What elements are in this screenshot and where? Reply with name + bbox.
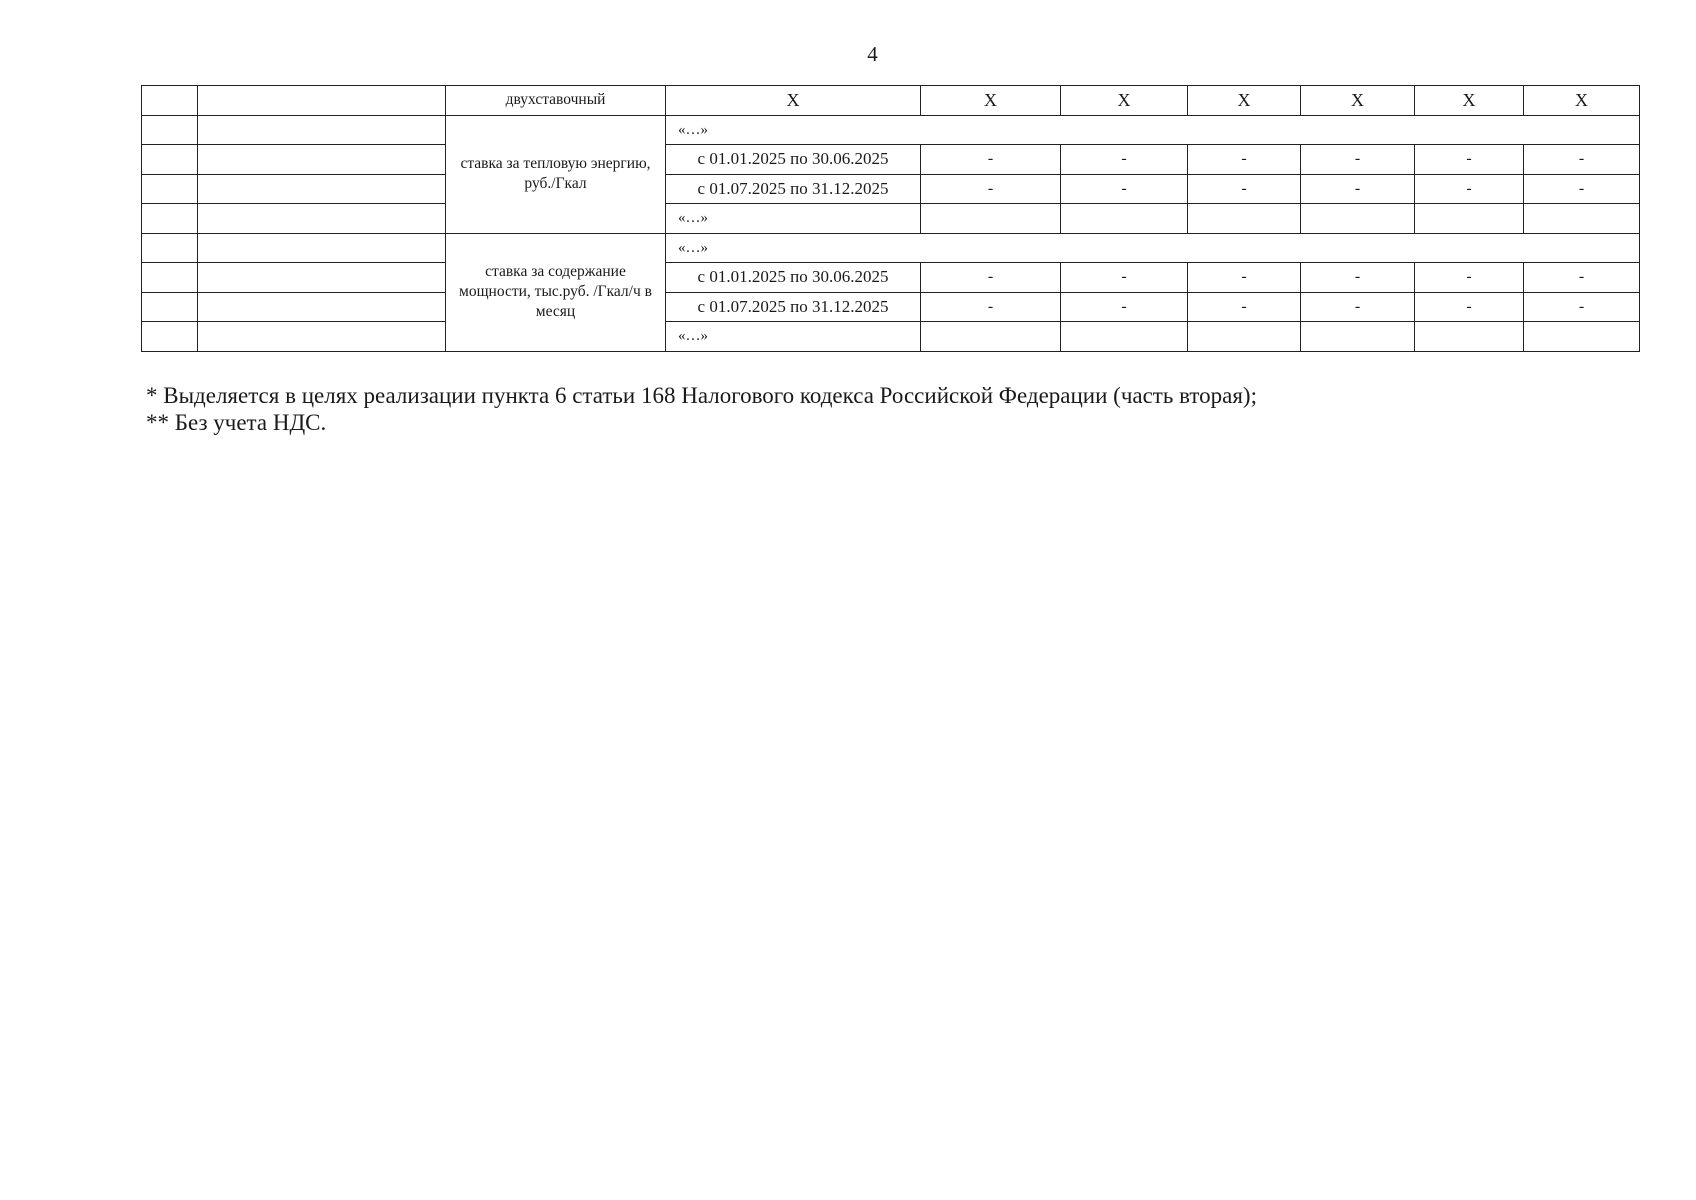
org-name-cell	[198, 233, 446, 263]
empty-cell	[921, 322, 1061, 352]
value-cell: -	[921, 174, 1061, 204]
value-cell: -	[1061, 263, 1188, 293]
table-row	[142, 322, 1640, 352]
page-number: 4	[867, 42, 878, 66]
empty-cell	[1524, 322, 1640, 352]
row-number-cell	[142, 86, 198, 116]
org-name-cell	[198, 145, 446, 175]
x-mark-cell: X	[1061, 86, 1188, 116]
value-cell: -	[1301, 174, 1415, 204]
empty-cell	[1524, 204, 1640, 234]
period-cell: с 01.07.2025 по 31.12.2025	[666, 292, 921, 322]
value-cell: -	[1415, 145, 1524, 175]
value-cell: -	[921, 292, 1061, 322]
value-cell: -	[1188, 263, 1301, 293]
table-row	[142, 174, 1640, 204]
row-number-cell	[142, 322, 198, 352]
row-number-cell	[142, 233, 198, 263]
capacity-rate-label: ставка за содержание мощности, тыс.руб. /Гкал/ч в месяц	[446, 233, 666, 351]
value-cell: -	[1415, 263, 1524, 293]
footnote-vat-note: * Выделяется в целях реализации пункта 6 статьи 168 Налогового кодекса Российской Федерации (часть вторая);	[146, 383, 1257, 408]
value-cell: -	[1061, 145, 1188, 175]
empty-cell	[921, 204, 1061, 234]
table-row	[142, 115, 1640, 145]
tariff-table	[141, 85, 1640, 352]
x-mark-cell: X	[921, 86, 1061, 116]
value-cell: -	[921, 263, 1061, 293]
value-cell: -	[1524, 174, 1640, 204]
empty-cell	[1188, 204, 1301, 234]
value-cell: -	[1188, 145, 1301, 175]
x-mark-cell: X	[1415, 86, 1524, 116]
value-cell: -	[1188, 174, 1301, 204]
row-number-cell	[142, 145, 198, 175]
x-mark-cell: X	[1301, 86, 1415, 116]
ellipsis-cell: «…»	[666, 233, 1640, 263]
value-cell: -	[1061, 174, 1188, 204]
org-name-cell	[198, 263, 446, 293]
table-row-two-part	[142, 86, 1640, 116]
row-number-cell	[142, 204, 198, 234]
value-cell: -	[1415, 174, 1524, 204]
empty-cell	[1301, 204, 1415, 234]
ellipsis-cell: «…»	[666, 322, 921, 352]
org-name-cell	[198, 322, 446, 352]
period-cell: с 01.01.2025 по 30.06.2025	[666, 145, 921, 175]
empty-cell	[1061, 204, 1188, 234]
empty-cell	[1301, 322, 1415, 352]
tariff-type-cell: двухставочный	[446, 86, 666, 116]
x-mark-cell: X	[1188, 86, 1301, 116]
org-name-cell	[198, 292, 446, 322]
empty-cell	[1188, 322, 1301, 352]
row-number-cell	[142, 174, 198, 204]
value-cell: -	[921, 145, 1061, 175]
value-cell: -	[1301, 145, 1415, 175]
ellipsis-cell: «…»	[666, 115, 1640, 145]
footnotes	[146, 382, 1257, 436]
energy-rate-label: ставка за тепловую энергию, руб./Гкал	[446, 115, 666, 233]
value-cell: -	[1301, 263, 1415, 293]
org-name-cell	[198, 115, 446, 145]
value-cell: -	[1524, 292, 1640, 322]
org-name-cell	[198, 86, 446, 116]
value-cell: -	[1188, 292, 1301, 322]
footnote-excl-vat: ** Без учета НДС.	[146, 410, 327, 435]
value-cell: -	[1415, 292, 1524, 322]
period-cell: с 01.07.2025 по 31.12.2025	[666, 174, 921, 204]
value-cell: -	[1524, 145, 1640, 175]
row-number-cell	[142, 263, 198, 293]
table-row	[142, 204, 1640, 234]
empty-cell	[1415, 322, 1524, 352]
row-number-cell	[142, 292, 198, 322]
period-cell: с 01.01.2025 по 30.06.2025	[666, 263, 921, 293]
value-cell: -	[1524, 263, 1640, 293]
empty-cell	[1415, 204, 1524, 234]
x-mark-cell: X	[666, 86, 921, 116]
value-cell: -	[1301, 292, 1415, 322]
table-row	[142, 263, 1640, 293]
table-row	[142, 292, 1640, 322]
value-cell: -	[1061, 292, 1188, 322]
ellipsis-cell: «…»	[666, 204, 921, 234]
row-number-cell	[142, 115, 198, 145]
x-mark-cell: X	[1524, 86, 1640, 116]
empty-cell	[1061, 322, 1188, 352]
org-name-cell	[198, 204, 446, 234]
table-row	[142, 233, 1640, 263]
table-row	[142, 145, 1640, 175]
org-name-cell	[198, 174, 446, 204]
